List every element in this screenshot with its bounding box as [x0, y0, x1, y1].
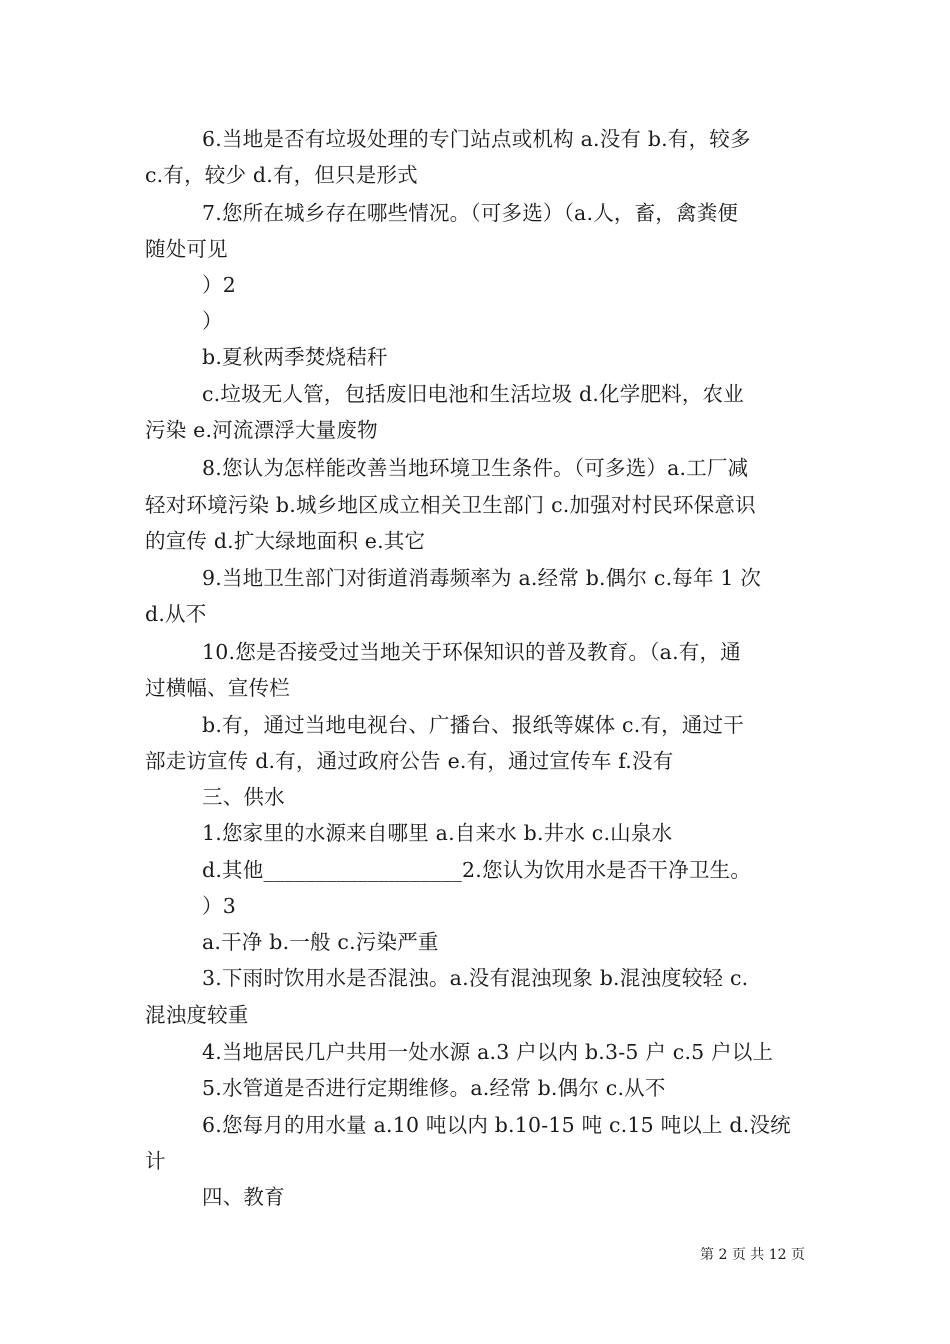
text-line: d.其他___________________2.您认为饮用水是否干净卫生。: [202, 858, 752, 882]
text-line: 过横幅、宣传栏: [145, 676, 290, 700]
text-line: ）2: [202, 273, 236, 297]
text-line: 4.当地居民几户共用一处水源 a.3 户以内 b.3-5 户 c.5 户以上: [202, 1040, 774, 1064]
text-line: 轻对环境污染 b.城乡地区成立相关卫生部门 c.加强对村民环保意识: [145, 493, 756, 517]
text-line: c.有，较少 d.有，但只是形式: [145, 163, 418, 187]
text-line: 10.您是否接受过当地关于环保知识的普及教育。（a.有，通: [202, 640, 741, 664]
text-line: 5.水管道是否进行定期维修。a.经常 b.偶尔 c.从不: [202, 1076, 666, 1100]
text-line: 混浊度较重: [145, 1003, 249, 1027]
text-line: 的宣传 d.扩大绿地面积 e.其它: [145, 529, 426, 553]
page-number-footer: 第 2 页 共 12 页: [700, 1247, 805, 1263]
section-heading: 四、教育: [202, 1185, 285, 1209]
text-line: 污染 e.河流漂浮大量废物: [145, 418, 378, 442]
text-line: 随处可见: [145, 237, 228, 261]
text-line: a.干净 b.一般 c.污染严重: [202, 930, 439, 954]
text-line: 计: [145, 1149, 166, 1173]
text-line: b.夏秋两季焚烧秸秆: [202, 345, 388, 369]
text-line: b.有，通过当地电视台、广播台、报纸等媒体 c.有，通过干: [202, 713, 744, 737]
text-line: 1.您家里的水源来自哪里 a.自来水 b.井水 c.山泉水: [202, 821, 673, 845]
text-line: 6.您每月的用水量 a.10 吨以内 b.10-15 吨 c.15 吨以上 d.没统: [202, 1113, 791, 1137]
text-line: 9.当地卫生部门对街道消毒频率为 a.经常 b.偶尔 c.每年 1 次: [202, 566, 762, 590]
text-line: ）3: [202, 894, 236, 918]
text-line: 8.您认为怎样能改善当地环境卫生条件。（可多选）a.工厂减: [202, 456, 749, 480]
text-line: ）: [202, 309, 223, 333]
text-line: 3.下雨时饮用水是否混浊。a.没有混浊现象 b.混浊度较轻 c.: [202, 966, 749, 990]
section-heading: 三、供水: [202, 785, 285, 809]
text-line: 部走访宣传 d.有，通过政府公告 e.有，通过宣传车 f.没有: [145, 749, 674, 773]
text-line: 6.当地是否有垃圾处理的专门站点或机构 a.没有 b.有，较多: [202, 127, 751, 151]
text-line: d.从不: [145, 602, 207, 626]
text-line: c.垃圾无人管，包括废旧电池和生活垃圾 d.化学肥料，农业: [202, 382, 744, 406]
text-line: 7.您所在城乡存在哪些情况。（可多选）（a.人，畜，禽粪便: [202, 201, 739, 225]
